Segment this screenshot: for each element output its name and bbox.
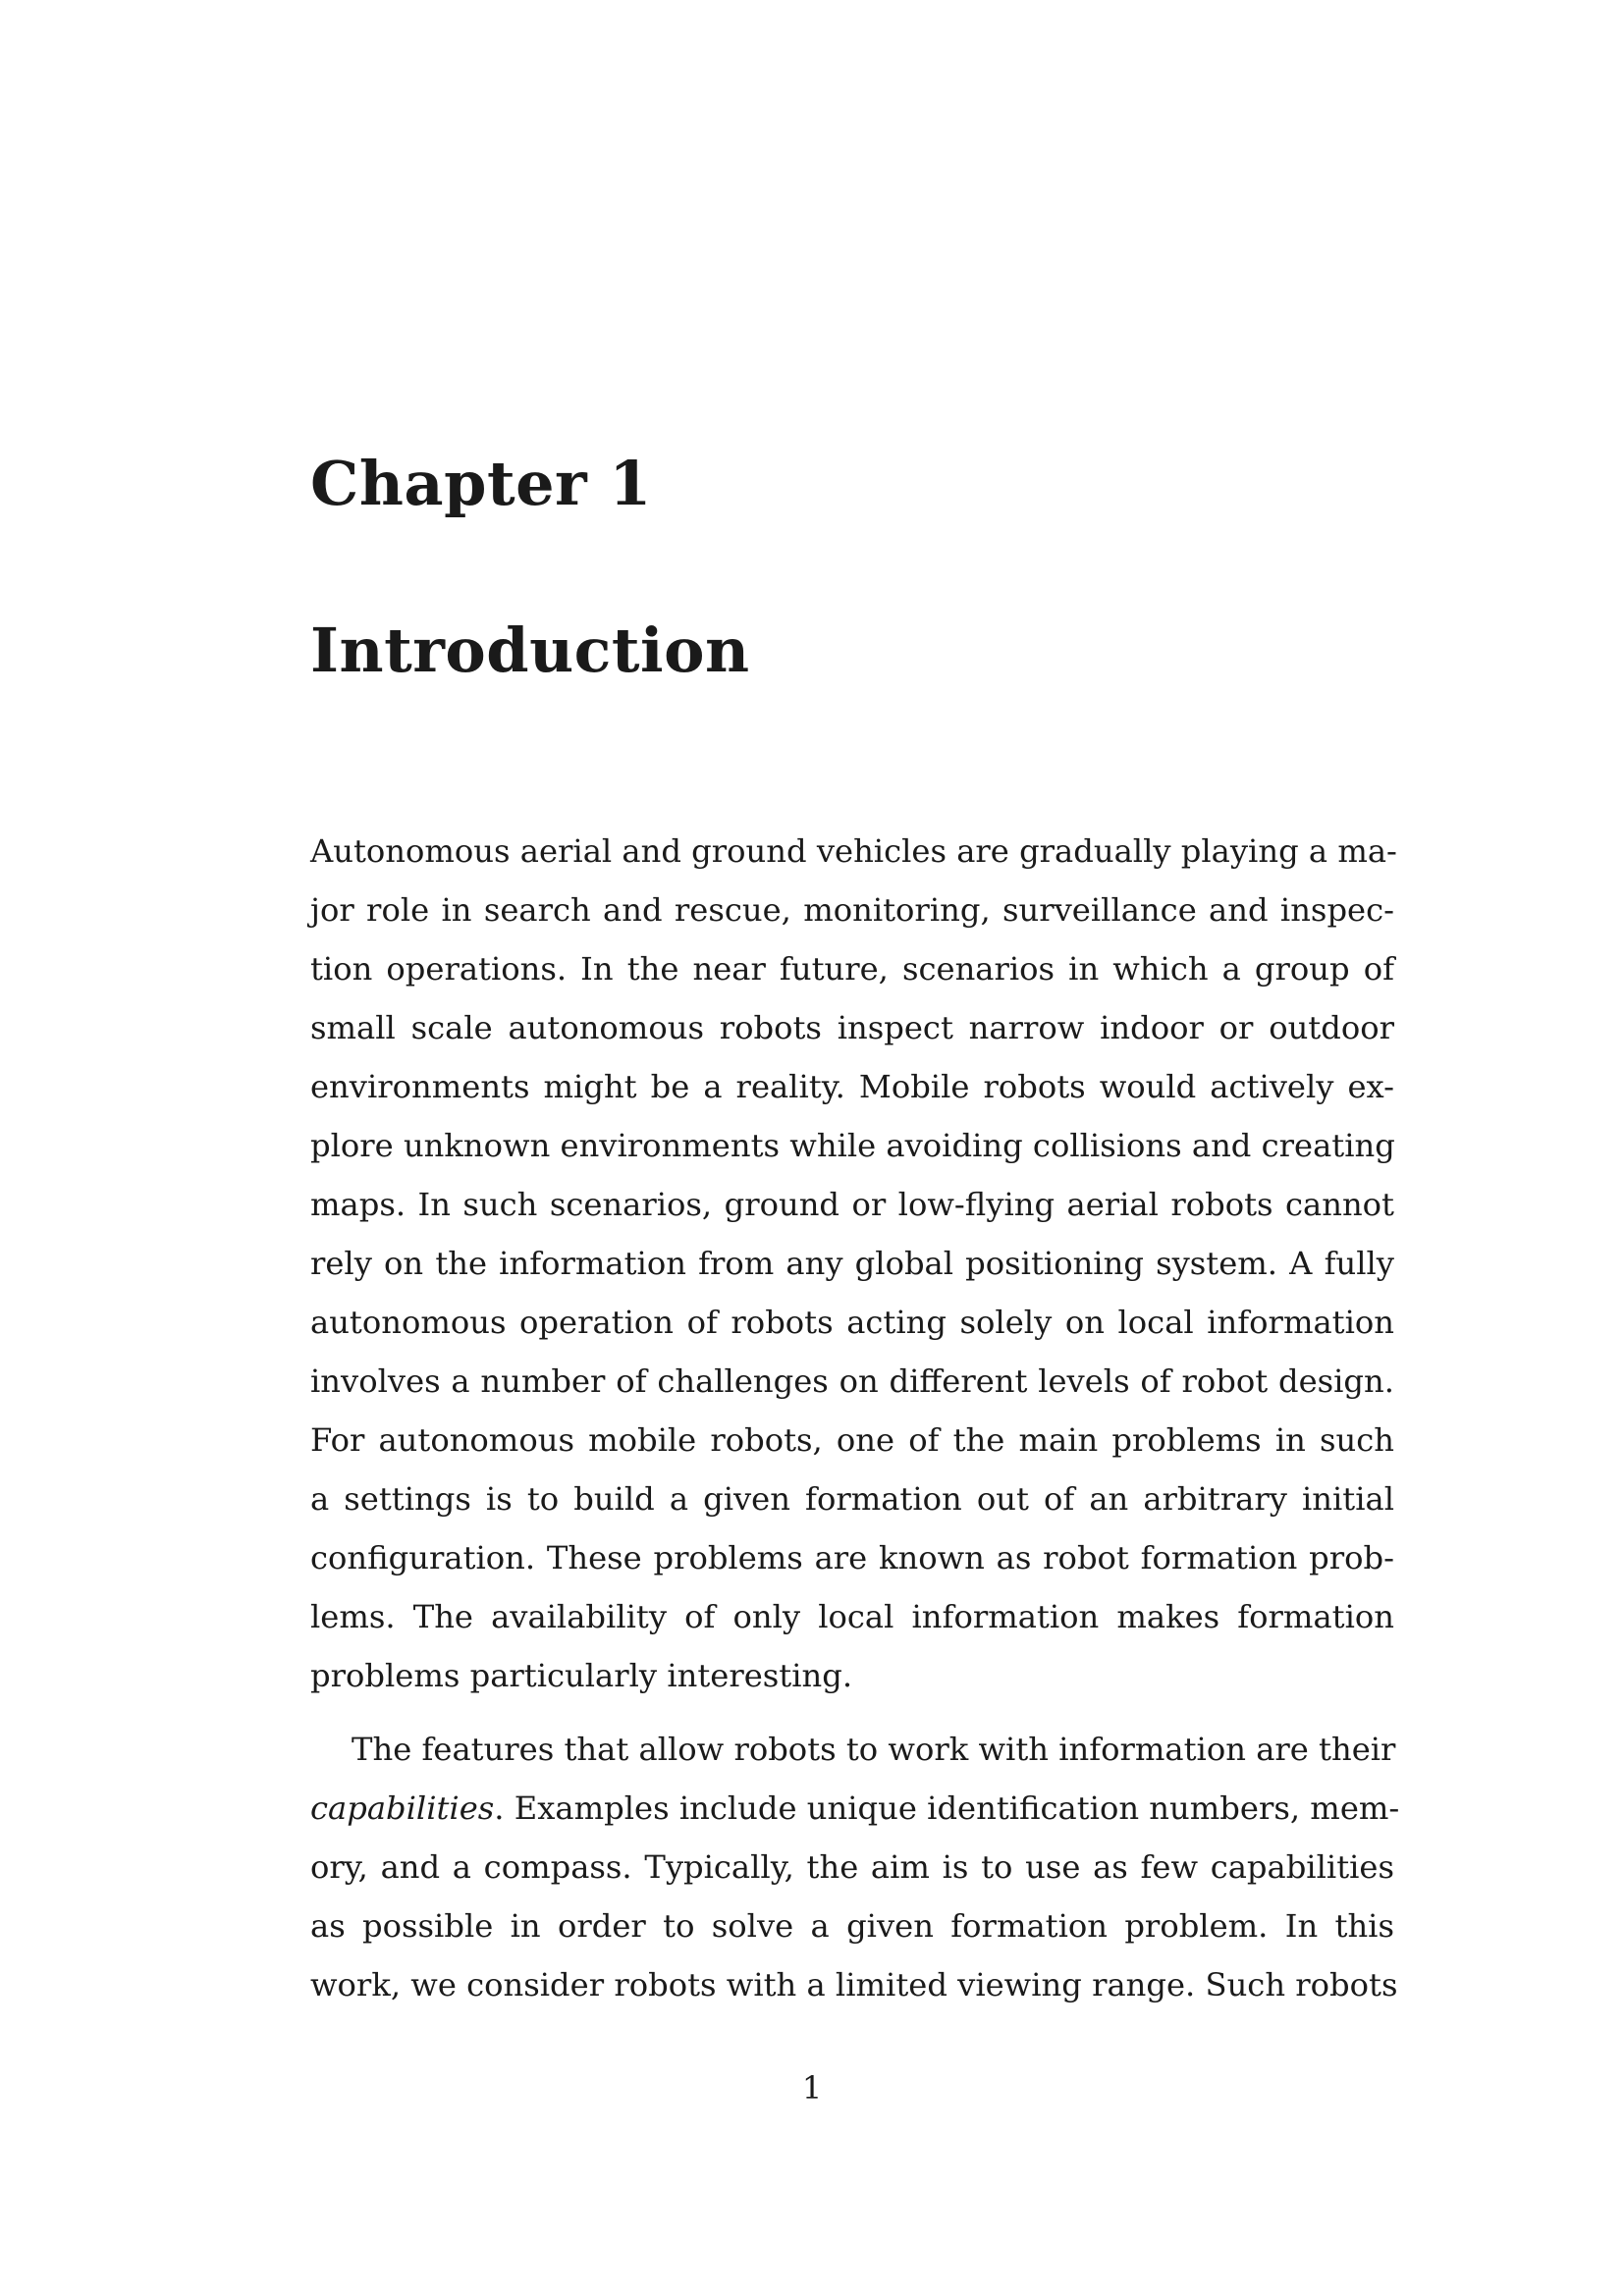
chapter-number-heading: Chapter 1 <box>310 448 652 519</box>
text-line: small scale autonomous robots inspect narrow indoor or outdoor <box>310 1009 1394 1046</box>
paragraph-2 <box>310 1720 1400 2014</box>
text-line: as possible in order to solve a given formation problem. In this <box>310 1907 1394 1945</box>
text-line: jor role in search and rescue, monitoring, surveillance and inspec- <box>310 891 1394 929</box>
text-line: rely on the information from any global positioning system. A fully <box>310 1245 1394 1282</box>
text-line: problems particularly interesting. <box>310 1657 853 1694</box>
text-line: work, we consider robots with a limited viewing range. Such robots <box>310 1966 1398 2003</box>
chapter-title-heading: Introduction <box>310 614 750 686</box>
text-line: The features that allow robots to work with information are their <box>352 1731 1396 1768</box>
text-line: environments might be a reality. Mobile robots would actively ex- <box>310 1068 1394 1105</box>
text-line: plore unknown environments while avoiding collisions and creating <box>310 1127 1395 1164</box>
text-line <box>310 1779 1400 1838</box>
text-line: maps. In such scenarios, ground or low-flying aerial robots cannot <box>310 1186 1394 1223</box>
page-number: 1 <box>801 2069 823 2107</box>
paragraph-1 <box>310 822 1397 1705</box>
body-text <box>310 822 1400 2014</box>
text-line: a settings is to build a given formation out of an arbitrary initial <box>310 1480 1394 1518</box>
text-line: Autonomous aerial and ground vehicles are gradually playing a ma- <box>310 832 1397 870</box>
text-line: For autonomous mobile robots, one of the main problems in such <box>310 1421 1394 1459</box>
text-line: involves a number of challenges on different levels of robot design. <box>310 1362 1394 1400</box>
text-line: lems. The availability of only local information makes formation <box>310 1598 1394 1635</box>
text-line: autonomous operation of robots acting solely on local information <box>310 1304 1394 1341</box>
text-run: . Examples include unique identification numbers, mem- <box>494 1789 1400 1827</box>
text-line: configuration. These problems are known as robot formation prob- <box>310 1539 1394 1576</box>
emphasis-capabilities: capabilities <box>310 1789 495 1827</box>
text-line: ory, and a compass. Typically, the aim is to use as few capabilities <box>310 1848 1394 1886</box>
text-line: tion operations. In the near future, scenarios in which a group of <box>310 950 1394 988</box>
